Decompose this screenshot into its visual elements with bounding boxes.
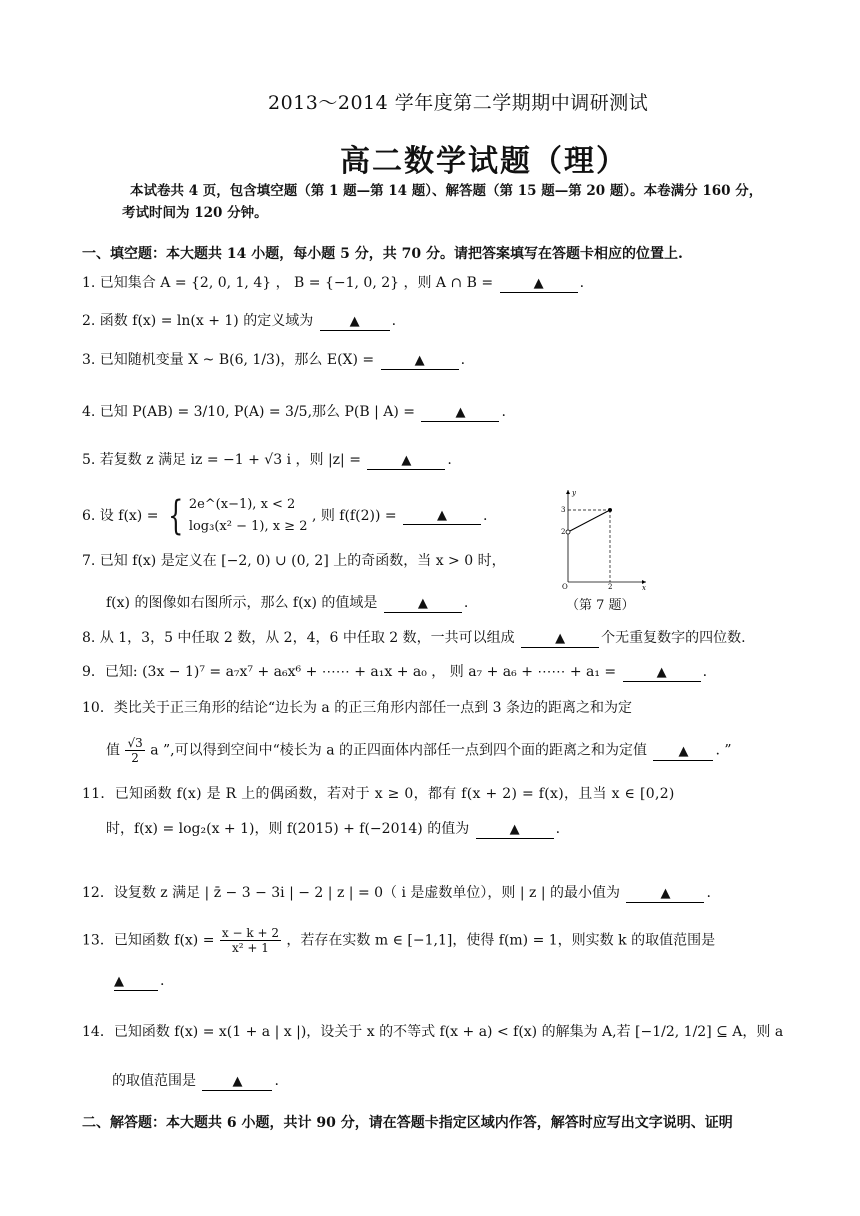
question-11-line-2: 时，f(x) = log₂(x + 1)，则 f(2015) + f(−2014) 的值为 ▲ . (106, 821, 561, 837)
question-7-line-2: f(x) 的图像如右图所示，那么 f(x) 的值域是 ▲ . (106, 595, 469, 611)
open-point (566, 530, 570, 534)
question-12-text: 12．设复数 z 满足 | z̄ − 3 − 3i | − 2 | z | = 0（ i 是虚数单位），则 | z | 的最小值为 (82, 885, 621, 901)
answer-blank (114, 973, 158, 991)
question-10-text-c: . ” (715, 742, 732, 759)
answer-blank (500, 275, 578, 293)
question-1: 1. 已知集合 A = {2, 0, 1, 4} ， B = {−1, 0, 2} ，则 A ∩ B = ▲ . (82, 275, 585, 291)
answer-mark-icon: ▲ (656, 665, 667, 680)
fraction-numerator: √3 (127, 736, 143, 750)
question-13-line-1 (82, 926, 802, 955)
exam-intro (122, 180, 830, 224)
answer-blank (384, 595, 462, 613)
answer-mark-icon: ▲ (349, 314, 360, 329)
answer-blank (320, 313, 390, 331)
question-11-line-1: 11．已知函数 f(x) 是 R 上的偶函数，若对于 x ≥ 0，都有 f(x + 2) = f(x)，且当 x ∈ [0,2) (82, 786, 675, 802)
answer-blank (476, 821, 554, 839)
question-4: 4. 已知 P(AB) = 3/10, P(A) = 3/5,那么 P(B | A) = ▲ . (82, 404, 506, 420)
fraction-denominator: 2 (131, 751, 139, 765)
fraction-denominator: x² + 1 (231, 941, 269, 955)
exam-title: 2013～2014 学年度第二学期期中调研测试 (268, 92, 649, 114)
question-6-prefix: 6. 设 f(x) = (82, 508, 159, 524)
intro-line-1: 本试卷共 4 页，包含填空题（第 1 题—第 14 题）、解答题（第 15 题—第 20 题）。本卷满分 160 分， (130, 183, 763, 199)
question-12: 12．设复数 z 满足 | z̄ − 3 − 3i | − 2 | z | = 0（ i 是虚数单位），则 | z | 的最小值为 ▲ . (82, 885, 711, 901)
question-8-suffix: 个无重复数字的四位数. (601, 630, 746, 646)
question-14-text: 的取值范围是 (112, 1073, 196, 1089)
tick-y-2: 2 (561, 528, 566, 536)
closed-point (608, 508, 612, 512)
question-6: 6. 设 f(x) = { 2e^(x−1), x < 2 log₃(x² − 1), x ≥ 2 , 则 f(f(2)) = ▲ . (82, 493, 488, 539)
answer-blank (421, 404, 499, 422)
answer-blank (623, 664, 701, 682)
answer-mark-icon: ▲ (660, 886, 671, 901)
question-5-text: 5. 若复数 z 满足 iz = −1 + √3 i ，则 |z| = (82, 452, 361, 468)
answer-mark-icon: ▲ (533, 276, 544, 291)
question-2: 2. 函数 f(x) = ln(x + 1) 的定义域为 ▲ . (82, 313, 397, 329)
question-9-text: 9．已知: (3x − 1)⁷ = a₇x⁷ + a₆x⁶ + ⋯⋯ + a₁x + a₀ ， 则 a₇ + a₆ + ⋯⋯ + a₁ = (82, 664, 617, 680)
y-label: y (572, 489, 576, 497)
answer-mark-icon: ▲ (437, 508, 448, 523)
question-1-text: 1. 已知集合 A = {2, 0, 1, 4} ， B = {−1, 0, 2} ，则 A ∩ B = (82, 275, 494, 291)
answer-mark-icon: ▲ (678, 743, 689, 759)
case-2: log₃(x² − 1), x ≥ 2 (188, 519, 308, 534)
answer-blank (202, 1073, 272, 1091)
question-13-text-b: ，若存在实数 m ∈ [−1,1]，使得 f(m) = 1，则实数 k 的取值范围是 (286, 932, 716, 949)
fraction-numerator: x − k + 2 (221, 926, 279, 940)
question-14-line-1: 14．已知函数 f(x) = x(1 + a | x |)，设关于 x 的不等式 f(x + a) < f(x) 的解集为 A,若 [−1/2, 1/2] ⊆ A，则 a (82, 1024, 784, 1040)
question-10-line-1: 10．类比关于正三角形的结论“边长为 a 的正三角形内部任一点到 3 条边的距离之和为定 (82, 700, 633, 716)
fraction-sqrt3-over-2 (125, 736, 144, 765)
piecewise-brace: { (167, 493, 184, 539)
graph-line (568, 510, 610, 532)
question-13-line-2: ▲ . (114, 973, 165, 989)
answer-mark-icon: ▲ (417, 596, 428, 611)
question-4-text: 4. 已知 P(AB) = 3/10, P(A) = 3/5,那么 P(B | A) = (82, 404, 416, 420)
question-7-line-1: 7. 已知 f(x) 是定义在 [−2, 0) ∪ (0, 2] 上的奇函数，当 x > 0 时， (82, 553, 506, 569)
question-10-text-b: a ”,可以得到空间中“棱长为 a 的正四面体内部任一点到四个面的距离之和为定值 (150, 742, 647, 759)
question-8-text: 8. 从 1，3，5 中任取 2 数，从 2，4，6 中任取 2 数，一共可以组成 (82, 630, 515, 646)
question-3-text: 3. 已知随机变量 X ~ B(6, 1/3)，那么 E(X) = (82, 352, 375, 368)
question-14-line-2: 的取值范围是 ▲ . (112, 1073, 279, 1089)
section-1-heading: 一、填空题：本大题共 14 小题，每小题 5 分，共 70 分。请把答案填写在答题卡相应的位置上. (82, 246, 683, 262)
tick-x-2: 2 (608, 583, 613, 591)
question-2-text: 2. 函数 f(x) = ln(x + 1) 的定义域为 (82, 313, 314, 329)
question-3: 3. 已知随机变量 X ~ B(6, 1/3)，那么 E(X) = ▲ . (82, 352, 466, 368)
x-label: x (642, 584, 646, 592)
answer-mark-icon: ▲ (114, 974, 124, 989)
fraction-q13 (220, 926, 281, 955)
piecewise-cases (189, 494, 308, 538)
question-6-suffix: , 则 f(f(2)) = (311, 508, 397, 524)
question-8 (82, 628, 802, 648)
exam-subtitle: 高二数学试题（理） (340, 144, 628, 179)
question-10-line-2 (82, 736, 826, 765)
origin-label: O (562, 583, 568, 591)
question-13-text-a: 13．已知函数 f(x) = (82, 932, 215, 949)
answer-mark-icon: ▲ (414, 353, 425, 368)
y-axis-arrow (566, 490, 570, 494)
answer-blank (367, 452, 445, 470)
question-7-graph (548, 486, 648, 592)
answer-mark-icon: ▲ (232, 1074, 243, 1089)
graph-caption: （第 7 题） (566, 598, 635, 613)
answer-mark-icon: ▲ (455, 405, 466, 420)
answer-blank (653, 743, 713, 761)
answer-blank (626, 885, 704, 903)
answer-mark-icon: ▲ (509, 822, 520, 837)
question-10-text-a: 值 (106, 742, 120, 759)
question-5: 5. 若复数 z 满足 iz = −1 + √3 i ，则 |z| = ▲ . (82, 452, 452, 468)
answer-mark-icon: ▲ (401, 453, 412, 468)
question-9: 9．已知: (3x − 1)⁷ = a₇x⁷ + a₆x⁶ + ⋯⋯ + a₁x + a₀ ， 则 a₇ + a₆ + ⋯⋯ + a₁ = ▲ . (82, 664, 708, 680)
answer-blank (521, 630, 599, 648)
answer-mark-icon: ▲ (555, 631, 566, 646)
answer-blank (403, 507, 481, 525)
question-7-text: f(x) 的图像如右图所示，那么 f(x) 的值域是 (106, 595, 378, 611)
answer-blank (381, 352, 459, 370)
tick-y-3: 3 (561, 506, 566, 514)
case-1: 2e^(x−1), x < 2 (188, 497, 296, 512)
intro-line-2: 考试时间为 120 分钟。 (122, 205, 268, 221)
section-2-heading: 二、解答题：本大题共 6 小题，共计 90 分，请在答题卡指定区域内作答，解答时应写出文字说明、证明 (82, 1115, 733, 1131)
question-11-text: 时，f(x) = log₂(x + 1)，则 f(2015) + f(−2014) 的值为 (106, 821, 470, 837)
